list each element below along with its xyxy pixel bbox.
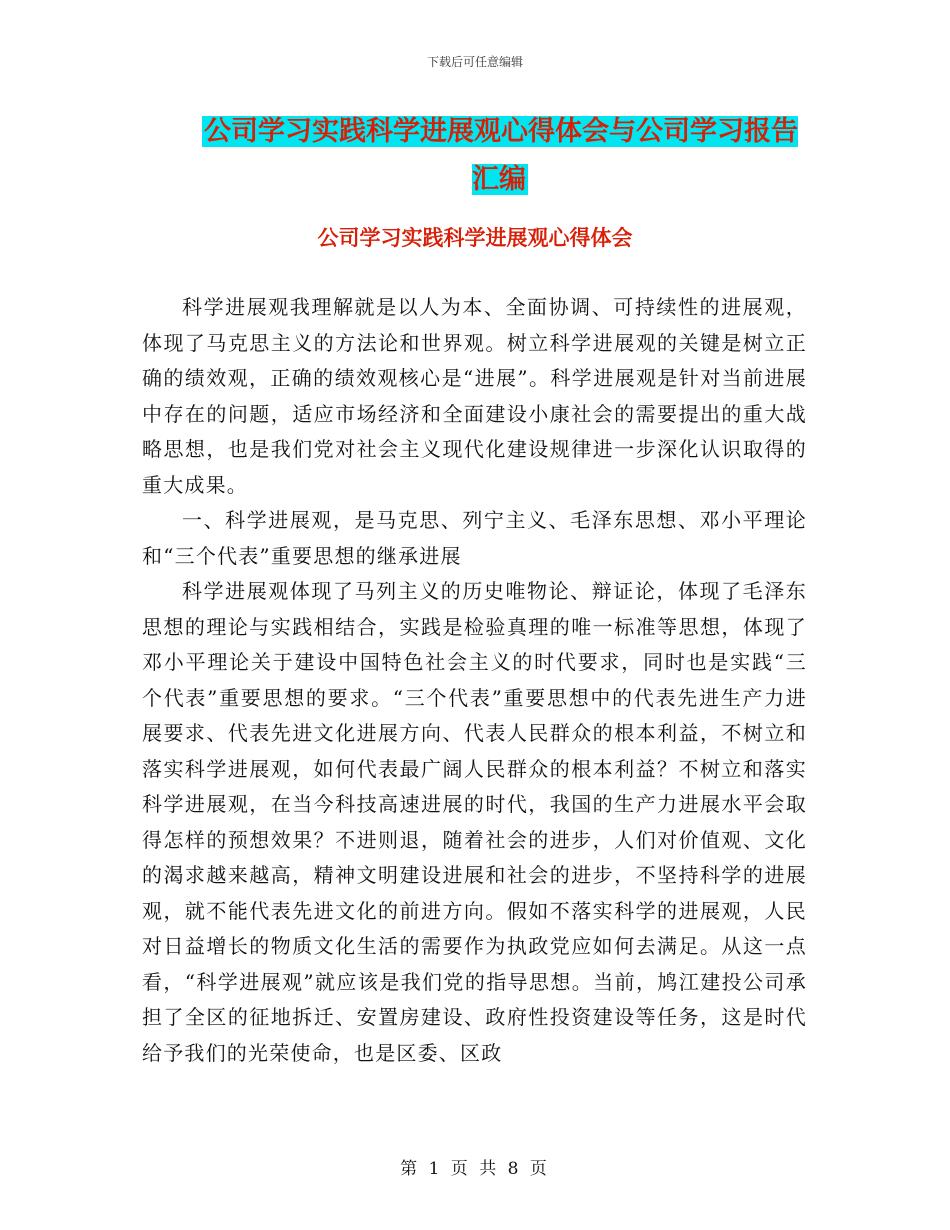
paragraph-main: 科学进展观体现了马列主义的历史唯物论、辩证论，体现了毛泽东思想的理论与实践相结合，实践是检验真理的唯一标准等思想，体现了邓小平理论关于建设中国特色社会主义的时代要求，同时也是实践“三个代表”重要思想的要求。“三个代表”重要思想中的代表先进生产力进展要求、代表先进文化进展方向、代表人民群众的根本利益，不树立和落实科学进展观，如何代表最广阔人民群众的根本利益？不树立和落实科学进展观，在当今科技高速进展的时代，我国的生产力进展水平会取得怎样的预想效果？不进则退，随着社会的进步，人们对价值观、文化的渴求越来越高，精神文明建设进展和社会的进步，不坚持科学的进展观，就不能代表先进文化的前进方向。假如不落实科学的进展观，人民对日益增长的物质文化生活的需要作为执政党应如何去满足。从这一点看，“科学进展观”就应该是我们党的指导思想。当前，鸠江建投公司承担了全区的征地拆迁、安置房建设、政府性投资建设等任务，这是时代给予我们的光荣使命，也是区委、区政 [142,579,807,1065]
paragraph-heading-one: 一、科学进展观，是马克思、列宁主义、毛泽东思想、邓小平理论和“三个代表”重要思想的继承进展 [142,508,807,568]
page-number: 第 1 页 共 8 页 [400,1159,550,1179]
document-body [142,290,807,1071]
download-note: 下载后可任意编辑 [426,55,523,69]
section-title: 公司学习实践科学进展观心得体会 [317,226,633,250]
paragraph-intro: 科学进展观我理解就是以人为本、全面协调、可持续性的进展观，体现了马克思主义的方法论和世界观。树立科学进展观的关键是树立正确的绩效观，正确的绩效观核心是“进展”。科学进展观是针对当前进展中存在的问题，适应市场经济和全面建设小康社会的需要提出的重大战略思想，也是我们党对社会主义现代化建设规律进一步深化认识取得的重大成果。 [142,295,807,497]
document-title-text: 公司学习实践科学进展观心得体会与公司学习报告汇编 [204,116,798,195]
document-title [190,108,810,204]
